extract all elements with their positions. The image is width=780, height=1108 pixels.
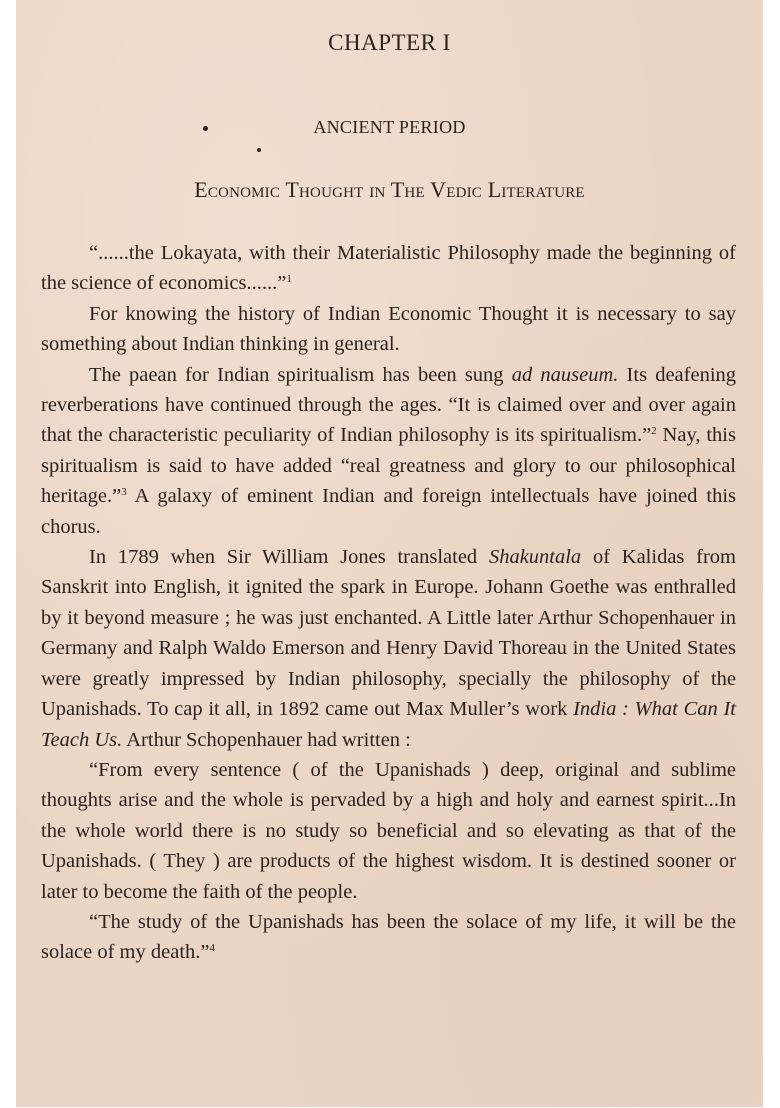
italic-title: ad nauseum. — [511, 363, 619, 386]
book-page — [16, 0, 763, 1107]
footnote-ref: 2 — [651, 425, 657, 438]
text-run: A galaxy of eminent Indian and foreign intellectuals have joined this chorus. — [41, 485, 736, 538]
body-text — [41, 238, 736, 968]
text-run: The paean for Indian spiritualism has been sung — [89, 363, 512, 386]
epigraph-paragraph — [41, 238, 736, 299]
paragraph — [41, 360, 736, 542]
text-run: Arthur Schopenhauer had written : — [122, 728, 411, 751]
text-run: Nay, this spiritualism is said to have added “real greatness and glory to our philosophical heritage.” — [41, 424, 736, 508]
text-run: of Kalidas from Sanskrit into English, it ignited the spark in Europe. Johann Goethe was enthralled by it beyond measure ; he was just enchanted. A Little later Arthur Schopenhauer in Germany and Ralph Waldo Emerson and Henry David Thoreau in the United States were greatly impressed by Indian philosophy, specially the philosophy of the Upanishads. To cap it all, in 1892 came out Max Muller’s work — [41, 546, 737, 721]
period-title: ANCIENT PERIOD — [313, 117, 466, 137]
ink-speck — [257, 148, 261, 152]
text-run: “......the Lokayata, with their Materialistic Philosophy made the beginning of the science of economics......” — [41, 242, 736, 295]
text-run: For knowing the history of Indian Economic Thought it is necessary to say something about Indian thinking in general. — [41, 302, 736, 356]
quote-paragraph — [41, 907, 736, 968]
paragraph — [41, 542, 736, 755]
quote-paragraph — [41, 755, 736, 907]
chapter-title: CHAPTER I — [328, 30, 451, 55]
footnote-ref: 1 — [286, 273, 292, 286]
text-run: “From every sentence ( of the Upanishads ) deep, original and sublime thoughts arise and the whole is pervaded by a high and holy and earnest spirit...In the whole world there is no study so beneficial and so elevating as that of the Upanishads. ( They ) are products of the highest wisdom. It is destined sooner or later to become the faith of the people. — [41, 758, 736, 903]
text-run: “The study of the Upanishads has been the solace of my life, it will be the solace of my death.” — [41, 910, 736, 964]
section-title: Economic Thought in The Vedic Literature — [194, 177, 585, 202]
footnote-ref: 3 — [121, 486, 127, 499]
italic-title: Shakuntala — [488, 546, 582, 569]
italic-title: India : What Can It Teach Us. — [41, 698, 736, 751]
text-run: In 1789 when Sir William Jones translated — [89, 546, 489, 569]
footnote-ref: 4 — [209, 942, 215, 955]
paragraph — [41, 299, 736, 360]
text-run: Its deafening reverberations have continued through the ages. “It is claimed over and over again that the characteristic peculiarity of Indian philosophy is its spiritualism.” — [41, 363, 737, 447]
